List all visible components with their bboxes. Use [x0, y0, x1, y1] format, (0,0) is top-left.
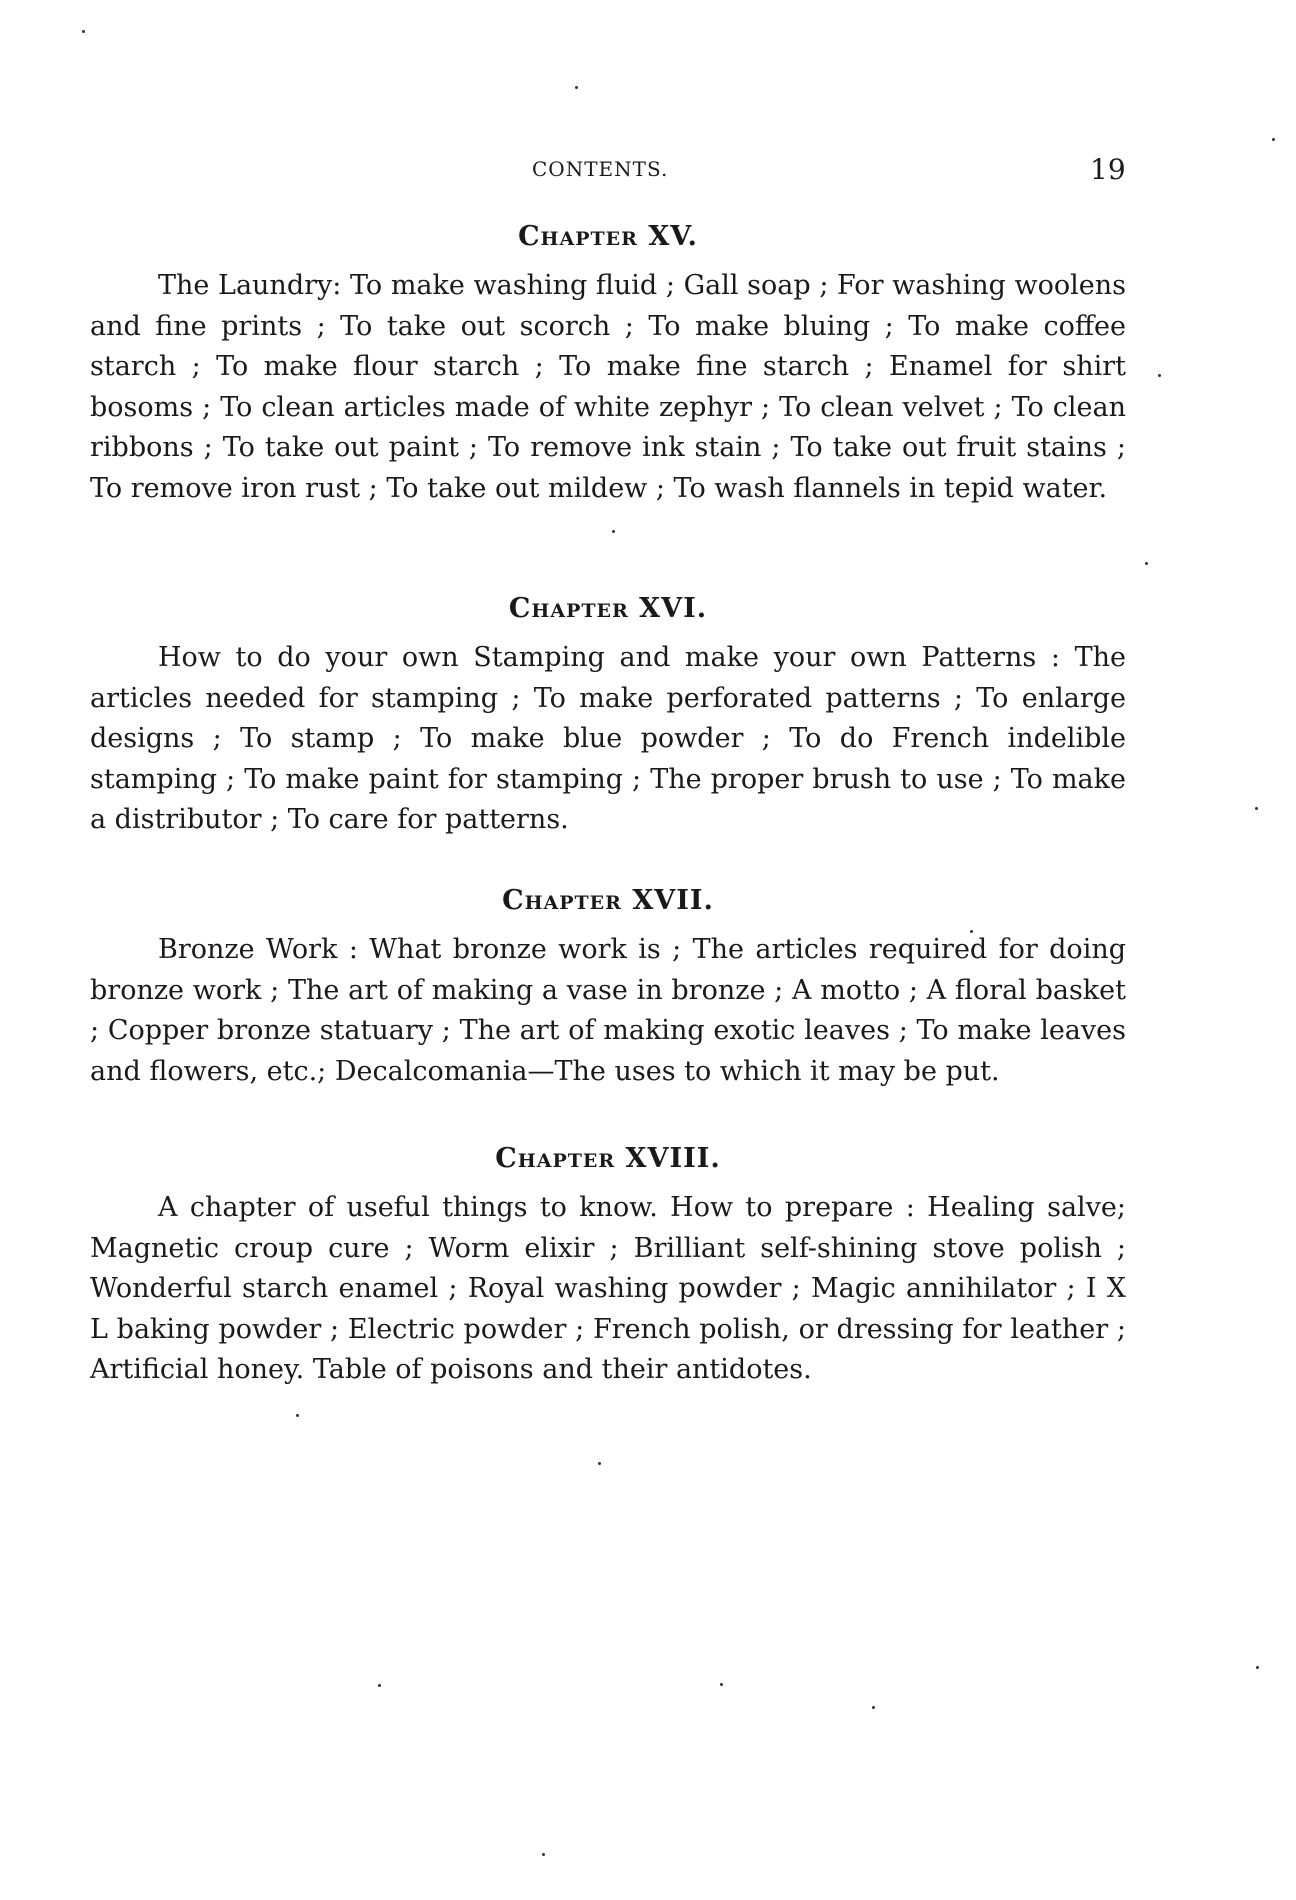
scan-speck — [575, 86, 578, 89]
scan-speck — [378, 1684, 381, 1687]
page-number: 19 — [1090, 153, 1126, 186]
chapter-xv-section — [90, 220, 1126, 509]
chapter-summary: How to do your own Stamping and make your own Patterns : The articles needed for stamping ; To make perforated patterns ; To enlarge designs ; To stamp ; To make blue powder ; To do French indelible stamping ; To make paint for stamping ; The proper brush to use ; To make a distributor ; To care for patterns. — [90, 642, 1126, 835]
scan-speck — [542, 1853, 545, 1856]
scan-speck — [1158, 374, 1161, 377]
chapter-xviii-section — [90, 1142, 1126, 1391]
scan-speck — [1256, 1666, 1259, 1669]
scan-speck — [612, 530, 615, 533]
running-title: CONTENTS. — [532, 157, 669, 181]
scan-speck — [82, 30, 85, 33]
chapter-heading: Chapter XV. — [518, 221, 698, 252]
running-head — [0, 153, 1296, 189]
chapter-heading: Chapter XVII. — [502, 885, 714, 916]
scan-speck — [720, 1683, 723, 1686]
scan-speck — [598, 1462, 601, 1465]
chapter-summary: The Laundry: To make washing fluid ; Gall soap ; For washing woolens and fine prints ; To take out scorch ; To make bluing ; To make coffee starch ; To make flour starch ; To make fine starch ; Enamel for shirt bosoms ; To clean articles made of white zephyr ; To clean velvet ; To clean ribbons ; To take out paint ; To remove ink stain ; To take out fruit stains ; To remove iron rust ; To take out mildew ; To wash flannels in tepid water. — [90, 270, 1126, 504]
chapter-summary: Bronze Work : What bronze work is ; The articles required for doing bronze work ; The art of making a vase in bronze ; A motto ; A floral basket ; Copper bronze statuary ; The art of making exotic leaves ; To make leaves and flowers, etc.; Decalcomania—The uses to which it may be put. — [90, 934, 1126, 1087]
scan-speck — [970, 930, 973, 933]
scan-speck — [872, 1706, 875, 1709]
scan-speck — [296, 1414, 299, 1417]
chapter-summary: A chapter of useful things to know. How to prepare : Healing salve; Magnetic croup cure ; Worm elixir ; Brilliant self-shining stove polish ; Wonderful starch enamel ; Royal washing powder ; Magic annihilator ; I X L baking powder ; Electric powder ; French polish, or dressing for leather ; Artificial honey. Table of poisons and their antidotes. — [90, 1192, 1126, 1385]
chapter-heading: Chapter XVIII. — [495, 1143, 721, 1174]
scan-speck — [1255, 807, 1258, 810]
scan-speck — [1145, 562, 1148, 565]
chapter-xvi-section — [90, 592, 1126, 841]
chapter-heading: Chapter XVI. — [508, 593, 708, 624]
scan-speck — [1272, 138, 1275, 141]
chapter-xvii-section — [90, 884, 1126, 1092]
